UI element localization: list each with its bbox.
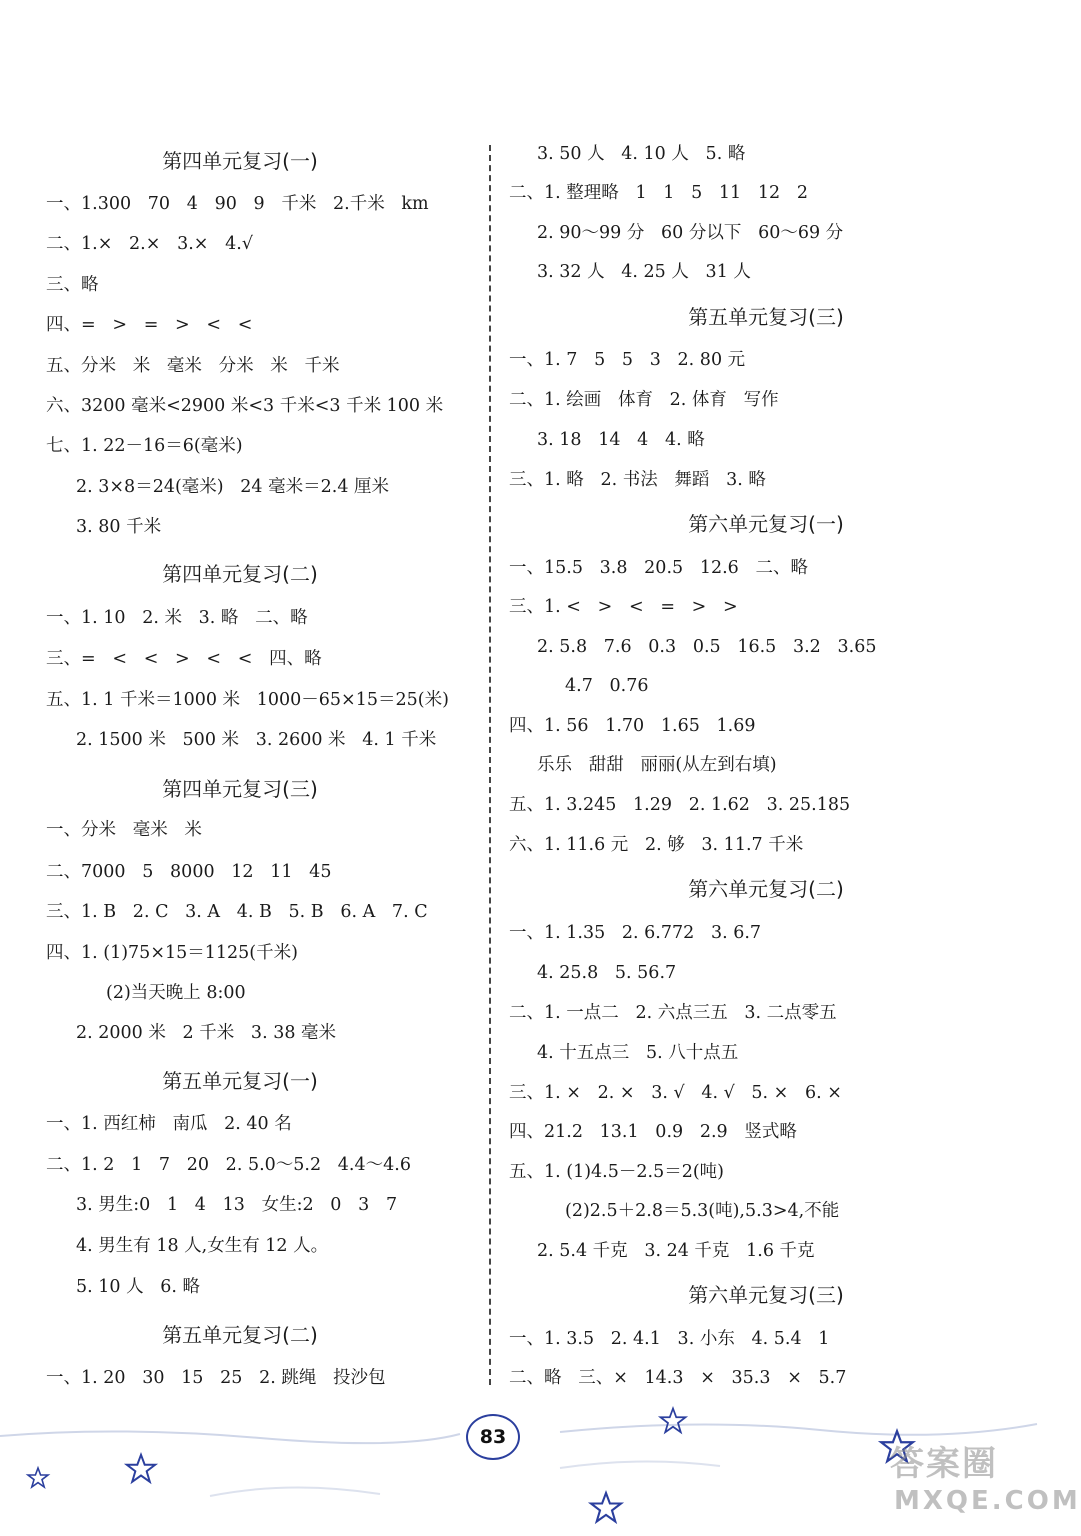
- answer-line: 2. 90～99 分 60 分以下 60～69 分: [537, 223, 844, 243]
- watermark-top-text: 答案圈: [890, 1444, 998, 1484]
- star-icon: [588, 1490, 624, 1526]
- answer-line: 二、1. 绘画 体育 2. 体育 写作: [509, 390, 779, 410]
- section-heading: 第五单元复习(二): [162, 1323, 318, 1347]
- star-icon: [26, 1466, 50, 1490]
- answer-line: 一、1. 10 2. 米 3. 略 二、略: [46, 608, 308, 628]
- answer-line: (2)当天晚上 8:00: [106, 983, 246, 1003]
- section-heading: 第四单元复习(二): [162, 562, 318, 586]
- page-number: 83: [466, 1414, 520, 1460]
- answer-line: 4.7 0.76: [565, 676, 649, 696]
- answer-line: 五、1. 1 千米＝1000 米 1000－65×15＝25(米): [46, 690, 449, 710]
- answer-line: 二、略 三、× 14.3 × 35.3 × 5.7: [509, 1368, 847, 1388]
- answer-line: 3. 80 千米: [76, 517, 162, 537]
- watermark-bottom-text: MXQE.COM: [894, 1486, 1081, 1516]
- answer-line: 2. 3×8＝24(毫米) 24 毫米＝2.4 厘米: [76, 477, 390, 497]
- answer-line: 乐乐 甜甜 丽丽(从左到右填): [537, 755, 777, 775]
- answer-line: 2. 1500 米 500 米 3. 2600 米 4. 1 千米: [76, 730, 437, 750]
- answer-line: 一、1.300 70 4 90 9 千米 2.千米 km: [46, 194, 429, 214]
- answer-line: 七、1. 22－16＝6(毫米): [46, 436, 243, 456]
- answer-line: 四、= > = > < <: [46, 315, 253, 335]
- answer-line: 四、1. (1)75×15＝1125(千米): [46, 943, 298, 963]
- answer-line: 六、3200 毫米<2900 米<3 千米<3 千米 100 米: [46, 396, 444, 416]
- answer-line: 三、1. 略 2. 书法 舞蹈 3. 略: [509, 470, 766, 490]
- answer-line: 二、1. 2 1 7 20 2. 5.0～5.2 4.4～4.6: [46, 1155, 411, 1175]
- star-icon: [124, 1452, 158, 1486]
- answer-line: 五、1. (1)4.5－2.5＝2(吨): [509, 1162, 724, 1182]
- answer-line: 3. 18 14 4 4. 略: [537, 430, 705, 450]
- section-heading: 第五单元复习(三): [688, 305, 844, 329]
- answer-line: 5. 10 人 6. 略: [76, 1277, 201, 1297]
- answer-line: 一、1. 1.35 2. 6.772 3. 6.7: [509, 923, 762, 943]
- answer-line: (2)2.5＋2.8＝5.3(吨),5.3>4,不能: [565, 1201, 840, 1221]
- answer-line: 3. 32 人 4. 25 人 31 人: [537, 262, 751, 282]
- answer-line: 二、1. 整理略 1 1 5 11 12 2: [509, 183, 808, 203]
- section-heading: 第四单元复习(一): [162, 149, 318, 173]
- answer-line: 三、1. × 2. × 3. √ 4. √ 5. × 6. ×: [509, 1083, 842, 1103]
- answer-line: 一、15.5 3.8 20.5 12.6 二、略: [509, 558, 808, 578]
- answer-line: 2. 5.4 千克 3. 24 千克 1.6 千克: [537, 1241, 815, 1261]
- answer-line: 六、1. 11.6 元 2. 够 3. 11.7 千米: [509, 835, 804, 855]
- section-heading: 第四单元复习(三): [162, 777, 318, 801]
- answer-line: 一、1. 20 30 15 25 2. 跳绳 投沙包: [46, 1368, 386, 1388]
- section-heading: 第六单元复习(二): [688, 877, 844, 901]
- column-divider: [489, 145, 491, 1385]
- answer-line: 三、= < < > < < 四、略: [46, 649, 322, 669]
- answer-line: 一、1. 7 5 5 3 2. 80 元: [509, 350, 746, 370]
- answer-line: 五、分米 米 毫米 分米 米 千米: [46, 356, 340, 376]
- answer-line: 3. 50 人 4. 10 人 5. 略: [537, 144, 746, 164]
- answer-line: 4. 十五点三 5. 八十点五: [537, 1043, 739, 1063]
- answer-line: 三、1. B 2. C 3. A 4. B 5. B 6. A 7. C: [46, 902, 428, 922]
- answer-line: 二、1.× 2.× 3.× 4.√: [46, 234, 253, 254]
- answer-line: 2. 2000 米 2 千米 3. 38 毫米: [76, 1023, 337, 1043]
- answer-line: 四、21.2 13.1 0.9 2.9 竖式略: [509, 1122, 797, 1142]
- answer-line: 4. 男生有 18 人,女生有 12 人。: [76, 1236, 329, 1256]
- answer-line: 二、7000 5 8000 12 11 45: [46, 862, 332, 882]
- answer-line: 五、1. 3.245 1.29 2. 1.62 3. 25.185: [509, 795, 851, 815]
- watermark-logo: [890, 1436, 1081, 1528]
- answer-line: 4. 25.8 5. 56.7: [537, 963, 677, 983]
- answer-line: 一、1. 3.5 2. 4.1 3. 小东 4. 5.4 1: [509, 1329, 830, 1349]
- answer-line: 三、1. < > < = > >: [509, 597, 738, 617]
- answer-line: 四、1. 56 1.70 1.65 1.69: [509, 716, 756, 736]
- star-icon: [658, 1406, 688, 1436]
- answer-line: 一、分米 毫米 米: [46, 820, 202, 840]
- answer-line: 一、1. 西红柿 南瓜 2. 40 名: [46, 1114, 292, 1134]
- answer-line: 2. 5.8 7.6 0.3 0.5 16.5 3.2 3.65: [537, 637, 877, 657]
- answer-line: 三、略: [46, 275, 99, 295]
- answer-line: 二、1. 一点二 2. 六点三五 3. 二点零五: [509, 1003, 837, 1023]
- section-heading: 第六单元复习(一): [688, 512, 844, 536]
- section-heading: 第六单元复习(三): [688, 1283, 844, 1307]
- answer-line: 3. 男生:0 1 4 13 女生:2 0 3 7: [76, 1195, 398, 1215]
- section-heading: 第五单元复习(一): [162, 1069, 318, 1093]
